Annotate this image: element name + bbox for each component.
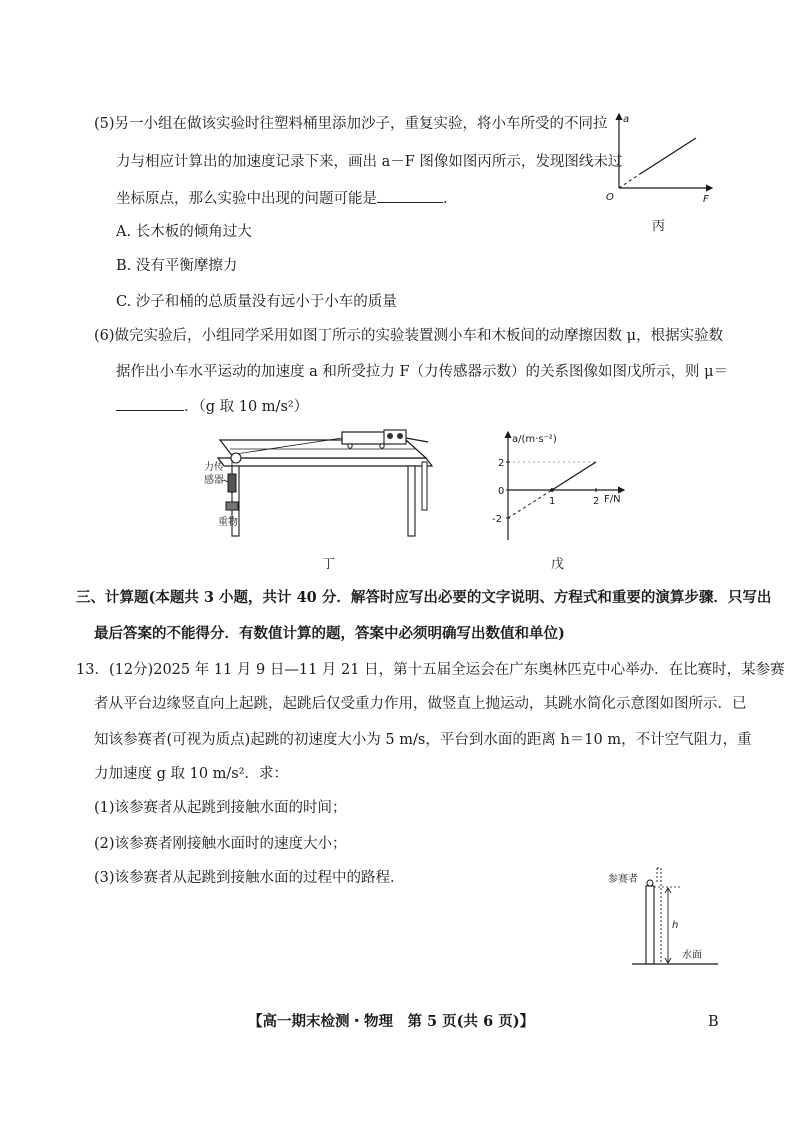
table-leg-right-front	[408, 466, 415, 536]
figure-wu-caption: 戊	[551, 557, 565, 572]
weight-label: 重物	[218, 517, 238, 528]
wu-series-solid	[552, 462, 596, 490]
q13-sub1: (1)该参赛者从起跳到接触水面的时间；	[94, 800, 347, 816]
bing-data-line	[640, 138, 696, 174]
figure-diving	[606, 864, 726, 974]
figure-bing-caption: 丙	[652, 219, 666, 234]
figure-ding-caption: 丁	[322, 557, 336, 572]
cart	[342, 432, 390, 444]
q13-line1: 13．(12分)2025 年 11 月 9 日—11 月 21 日，第十五届全运会在广东奥林匹克中心举办．在比赛时，某参赛	[76, 662, 785, 678]
q5-option-a: A. 长木板的倾角过大	[116, 224, 252, 240]
q13-sub2: (2)该参赛者刚接触水面时的速度大小；	[94, 836, 347, 852]
wu-x-tick-label: 2	[593, 496, 600, 507]
q5-answer-blank[interactable]	[377, 188, 443, 203]
q5-line3-end: ．	[443, 191, 458, 207]
clamp-knob	[397, 433, 403, 439]
q5-option-b: B. 没有平衡摩擦力	[116, 258, 238, 274]
weight-block	[226, 502, 238, 510]
bing-y-label: a	[623, 114, 630, 125]
q13-sub3: (3)该参赛者从起跳到接触水面的过程中的路程．	[94, 870, 405, 886]
clamp-knob	[387, 433, 393, 439]
platform-post	[646, 886, 654, 964]
athlete-label: 参赛者	[608, 874, 638, 885]
q5-option-c: C. 沙子和桶的总质量没有远小于小车的质量	[116, 294, 397, 310]
figure-wu-chart	[474, 428, 644, 548]
wu-x-label: F/N	[604, 494, 621, 505]
section3-header-line1: 三、计算题(本题共 3 小题，共计 40 分．解答时应写出必要的文字说明、方程式和重要的演算步骤．只写出	[76, 589, 772, 606]
q6-line1: (6)做完实验后，小组同学采用如图丁所示的实验装置测小车和木板间的动摩擦因数 μ，根据实验数	[94, 328, 724, 344]
q5-line3-text: 坐标原点，那么实验中出现的问题可能是	[116, 191, 377, 207]
q5-line3	[116, 188, 458, 209]
q6-line3	[116, 396, 308, 417]
bing-x-label: F	[703, 194, 709, 205]
q13-line2: 者从平台边缘竖直向上起跳，起跳后仅受重力作用，做竖直上抛运动，其跳水简化示意图如图所示．已	[94, 696, 747, 712]
athlete-dot	[647, 880, 653, 886]
pulley	[231, 453, 241, 463]
sensor-pointer	[224, 480, 228, 482]
wu-y-label: a/(m·s⁻²)	[512, 434, 557, 445]
water-label: 水面	[682, 950, 702, 961]
figure-bing-graph	[600, 108, 720, 208]
figure-ding-apparatus	[196, 422, 436, 547]
h-label: h	[672, 920, 679, 931]
q5-line1: (5)另一小组在做该实验时往塑料桶里添加沙子，重复实验，将小车所受的不同拉	[94, 116, 608, 132]
clamp-handle	[406, 438, 428, 442]
force-sensor	[228, 474, 236, 492]
wu-y-tick-label: -2	[492, 514, 502, 525]
wu-x-tick-label: 1	[549, 496, 556, 507]
q6-line2: 据作出小车水平运动的加速度 a 和所受拉力 F（力传感器示数）的关系图像如图戊所示，则 μ＝	[116, 364, 729, 380]
page-footer: 【高一期末检测・物理 第 5 页(共 6 页)】	[248, 1013, 535, 1030]
wu-y-tick-label: 2	[498, 458, 505, 469]
version-label: B	[708, 1014, 719, 1030]
table-leg-right-back	[422, 462, 427, 510]
q6-line3-text: ．（g 取 10 m/s²）	[184, 399, 309, 415]
bing-origin-label: O	[606, 192, 614, 203]
sensor-label-line1: 力传	[204, 462, 224, 473]
q13-line4: 力加速度 g 取 10 m/s²．求：	[94, 766, 289, 782]
q6-answer-blank[interactable]	[116, 396, 184, 411]
wu-y-tick-label: 0	[498, 486, 505, 497]
cart-wheel	[348, 444, 352, 448]
bing-dashed-extension	[619, 174, 640, 188]
section3-header-line2: 最后答案的不能得分．有数值计算的题，答案中必须明确写出数值和单位)	[94, 625, 565, 642]
q5-line2: 力与相应计算出的加速度记录下来，画出 a－F 图像如图丙所示，发现图线未过	[116, 154, 623, 170]
q13-line3: 知该参赛者(可视为质点)起跳的初速度大小为 5 m/s，平台到水面的距离 h＝10 m，不计空气阻力，重	[94, 732, 752, 748]
wu-series-dashed	[508, 490, 552, 518]
sensor-label-line2: 感器	[204, 475, 224, 486]
table-top	[218, 458, 432, 466]
